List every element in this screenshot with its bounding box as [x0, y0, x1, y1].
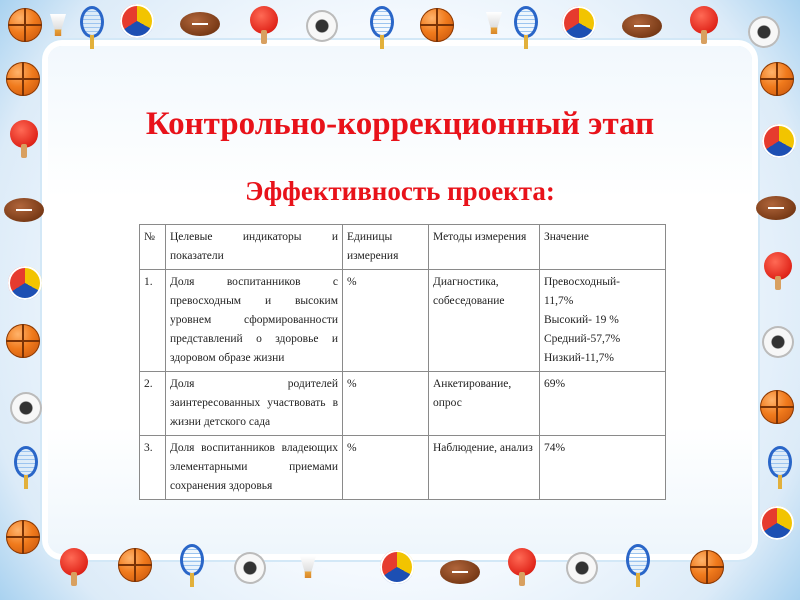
header-methods: Методы измерения	[429, 225, 540, 270]
tennis-racket-icon	[80, 6, 104, 38]
row-indicator: Доля родителей заинтересованных участвовать в жизни детского сада	[166, 372, 343, 436]
value-line: Высокий- 19 %	[544, 314, 619, 326]
row-indicator: Доля воспитанников владеющих элементарными приемами сохранения здоровья	[166, 436, 343, 500]
basketball-icon	[690, 550, 724, 584]
volleyball-icon	[380, 550, 414, 584]
row-methods: Диагностика, собеседование	[429, 270, 540, 372]
row-value: 74%	[540, 436, 666, 500]
header-units: Единицы измерения	[343, 225, 429, 270]
tennis-racket-icon	[768, 446, 792, 478]
tennis-racket-icon	[14, 446, 38, 478]
row-value	[540, 270, 666, 372]
ping-pong-paddle-icon	[690, 6, 718, 34]
row-units: %	[343, 372, 429, 436]
soccer-ball-icon	[306, 10, 338, 42]
header-num: №	[140, 225, 166, 270]
table-header-row	[140, 225, 666, 270]
volleyball-icon	[562, 6, 596, 40]
header-indicator: Целевые индикаторы и показатели	[166, 225, 343, 270]
basketball-icon	[760, 62, 794, 96]
tennis-racket-icon	[370, 6, 394, 38]
basketball-icon	[760, 390, 794, 424]
ping-pong-paddle-icon	[60, 548, 88, 576]
slide-subtitle: Эффективность проекта:	[245, 176, 555, 206]
volleyball-icon	[120, 4, 154, 38]
value-line: Средний-57,7%	[544, 333, 621, 345]
row-num: 2.	[140, 372, 166, 436]
basketball-icon	[118, 548, 152, 582]
basketball-icon	[8, 8, 42, 42]
rugby-ball-icon	[180, 12, 220, 36]
ping-pong-paddle-icon	[250, 6, 278, 34]
soccer-ball-icon	[748, 16, 780, 48]
basketball-icon	[6, 62, 40, 96]
rugby-ball-icon	[622, 14, 662, 38]
rugby-ball-icon	[440, 560, 480, 584]
ping-pong-paddle-icon	[764, 252, 792, 280]
row-methods: Анкетирование, опрос	[429, 372, 540, 436]
effectiveness-table	[139, 224, 666, 500]
row-indicator: Доля воспитанников с превосходным и высоким уровнем сформированности представлений о здоровье и здоровом образе жизни	[166, 270, 343, 372]
row-units: %	[343, 270, 429, 372]
soccer-ball-icon	[762, 326, 794, 358]
row-num: 3.	[140, 436, 166, 500]
header-value: Значение	[540, 225, 666, 270]
value-line: Низкий-11,7%	[544, 352, 615, 364]
row-units: %	[343, 436, 429, 500]
slide-title: Контрольно-коррекционный этап	[145, 106, 655, 142]
basketball-icon	[6, 324, 40, 358]
table-row	[140, 270, 666, 372]
row-methods: Наблюдение, анализ	[429, 436, 540, 500]
table-row	[140, 436, 666, 500]
soccer-ball-icon	[566, 552, 598, 584]
basketball-icon	[420, 8, 454, 42]
table-row	[140, 372, 666, 436]
ping-pong-paddle-icon	[508, 548, 536, 576]
volleyball-icon	[760, 506, 794, 540]
value-line: 11,7%	[544, 295, 574, 307]
volleyball-icon	[8, 266, 42, 300]
soccer-ball-icon	[10, 392, 42, 424]
tennis-racket-icon	[514, 6, 538, 38]
row-value: 69%	[540, 372, 666, 436]
tennis-racket-icon	[180, 544, 204, 576]
row-num: 1.	[140, 270, 166, 372]
value-line: Превосходный-	[544, 276, 620, 288]
tennis-racket-icon	[626, 544, 650, 576]
basketball-icon	[6, 520, 40, 554]
soccer-ball-icon	[234, 552, 266, 584]
